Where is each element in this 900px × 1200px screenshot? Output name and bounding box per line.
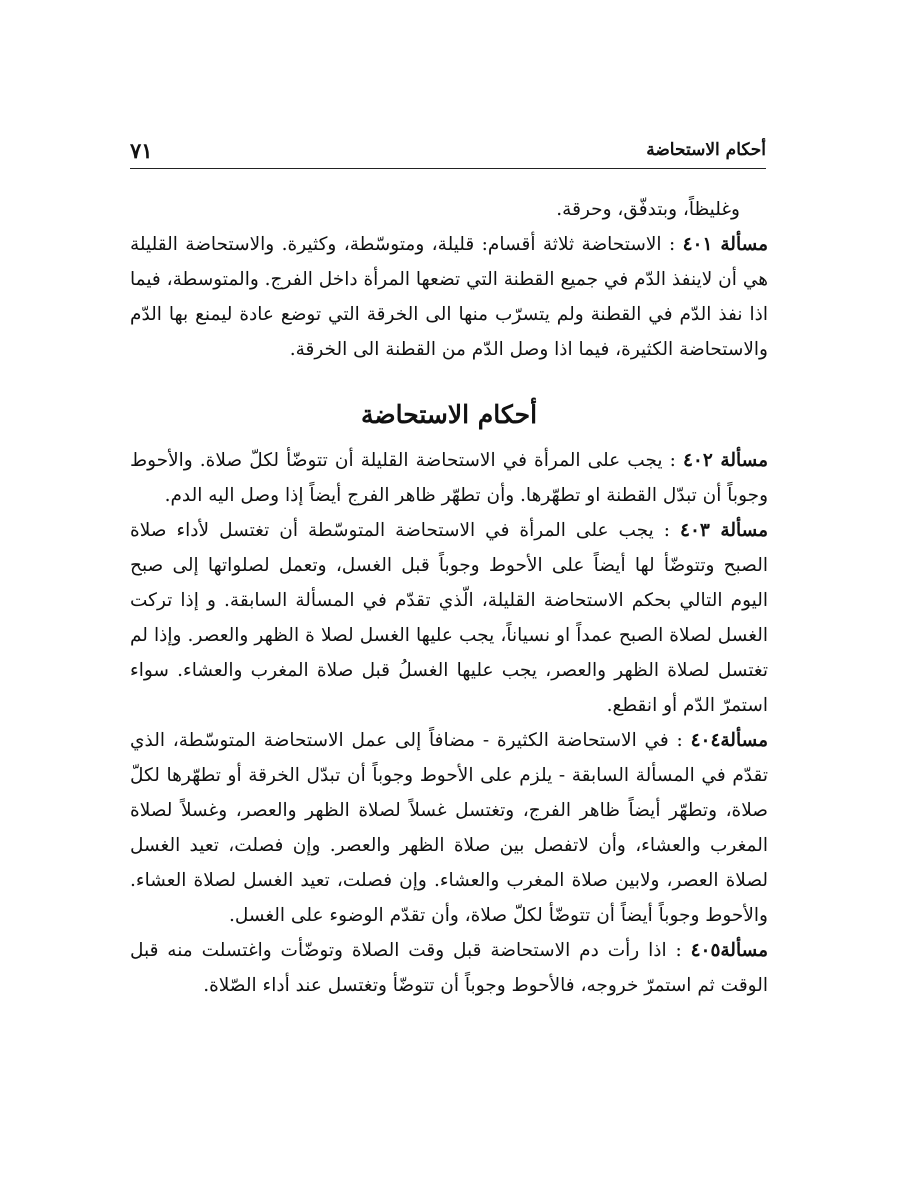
issue-text: : يجب على المرأة في الاستحاضة المتوسّطة أن تغتسل لأداء صلاة الصبح وتتوضّأ لها أيضاً على الأحوط وجوباً قبل الغسل، وتعمل لصلواتها إلى صبح اليوم التالي بحكم الاستحاضة القليلة، الّذي تقدّم في المسألة السابقة. و إذا تركت الغسل لصلاة الصبح عمداً او نسياناً، يجب عليها الغسل لصلا ة الظهر والعصر. وإذا لم تغتسل لصلاة الظهر والعصر، يجب عليها الغسلُ قبل صلاة المغرب والعشاء. سواء استمرّ الدّم أو انقطع. [130, 520, 768, 716]
issue-label: مسألة٤٠٤ [690, 730, 768, 751]
page-header [130, 138, 766, 169]
issue-label: مسألة ٤٠٢ [682, 450, 769, 471]
issue-404 [130, 723, 768, 933]
continued-paragraph: وغليظاً، وبتدفّق، وحرقة. [556, 199, 740, 220]
issue-text: : في الاستحاضة الكثيرة - مضافاً إلى عمل الاستحاضة المتوسّطة، الذي تقدّم في المسألة السابقة - يلزم على الأحوط وجوباً أن تبدّل الخرقة أو تطهّرها لكلّ صلاة، وتطهّر أيضاً ظاهر الفرج، وتغتسل غسلاً لصلاة الظهر والعصر، وغسلاً لصلاة المغرب والعشاء، وأن لاتفصل بين صلاة الظهر والعصر. وإن فصلت، تعيد الغسل لصلاة العصر، ولابين صلاة المغرب والعشاء. وإن فصلت، تعيد الغسل لصلاة العشاء. والأحوط وجوباً أيضاً أن تتوضّأ لكلّ صلاة، وأن تقدّم الوضوء على الغسل. [130, 730, 768, 926]
issue-label: مسألة٤٠٥ [690, 940, 768, 961]
page-body [130, 192, 768, 1003]
issue-label: مسألة ٤٠١ [682, 234, 768, 255]
issue-text: : اذا رأت دم الاستحاضة قبل وقت الصلاة وتوضّأت واغتسلت منه قبل الوقت ثم استمرّ خروجه، فالأحوط وجوباً أن تتوضّأ وتغتسل عند أداء الصّلاة. [130, 940, 768, 996]
issue-text: : يجب على المرأة في الاستحاضة القليلة أن تتوضّأ لكلّ صلاة. والأحوط وجوباً أن تبدّل القطنة او تطهّرها. وأن تطهّر ظاهر الفرج أيضاً إذا وصل اليه الدم. [130, 450, 768, 506]
page-number: ٧١ [130, 138, 153, 163]
section-heading: أحكام الاستحاضة [360, 400, 538, 429]
issue-402 [130, 443, 768, 513]
issue-text: : الاستحاضة ثلاثة أقسام: قليلة، ومتوسّطة، وكثيرة. والاستحاضة القليلة هي أن لاينفذ الدّم في جميع القطنة التي تضعها المرأة داخل الفرج. والمتوسطة، فيما اذا نفذ الدّم في القطنة ولم يتسرّب منها الى الخرقة التي توضع عادة ليمنع بها الدّم والاستحاضة الكثيرة، فيما اذا وصل الدّم من القطنة الى الخرقة. [130, 234, 768, 360]
issue-label: مسألة ٤٠٣ [680, 520, 769, 541]
issue-403 [130, 513, 768, 723]
issue-405 [130, 933, 768, 1003]
running-title: أحكام الاستحاضة [646, 140, 766, 160]
issue-401 [130, 227, 768, 367]
